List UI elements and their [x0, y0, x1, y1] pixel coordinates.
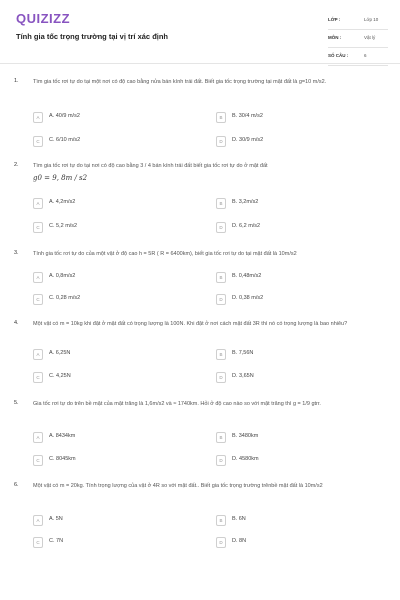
- option-letter: A: [33, 198, 43, 209]
- option-letter: B: [216, 432, 226, 443]
- option-letter: B: [216, 198, 226, 209]
- meta-value: Vật lý: [364, 35, 376, 40]
- option-text: B. 3480km: [232, 433, 259, 439]
- option-text: A. 40/9 m/s2: [49, 113, 80, 119]
- option-letter: A: [33, 515, 43, 526]
- option-text: C. 8045km: [49, 456, 76, 462]
- question-number: 5.: [14, 400, 19, 406]
- option-text: C. 5,2 m/s2: [49, 223, 78, 229]
- question-number: 4.: [14, 320, 19, 326]
- meta-label: MÔN :: [328, 35, 342, 40]
- option-letter: A: [33, 112, 43, 123]
- option-letter: B: [216, 272, 226, 283]
- question-text: Tìm gia tốc rơi tự do tại nơi có độ cao bằng 3 / 4 bán kính trái đất biết gia tốc rơi tự do ở mặt đất: [33, 163, 268, 169]
- option-letter: C: [33, 222, 43, 233]
- option-letter: B: [216, 515, 226, 526]
- question-number: 1.: [14, 78, 19, 84]
- option-letter: C: [33, 455, 43, 466]
- meta-value: Lớp 10: [364, 17, 379, 22]
- option-text: B. 6N: [232, 516, 246, 522]
- option-letter: B: [216, 349, 226, 360]
- header-divider: [0, 63, 400, 64]
- quizizz-logo: QUIZIZZ: [16, 11, 71, 26]
- meta-label: SỐ CÂU :: [328, 53, 349, 58]
- option-text: D. 30/9 m/s2: [232, 137, 264, 143]
- option-letter: D: [216, 455, 226, 466]
- option-text: D. 0,38 m/s2: [232, 295, 264, 301]
- option-letter: C: [33, 136, 43, 147]
- worksheet-title: Tính gia tốc trọng trường tại vị trí xác định: [16, 32, 169, 41]
- option-letter: A: [33, 272, 43, 283]
- worksheet-header: [0, 0, 400, 62]
- question-text: Gia tốc rơi tự do trên bề mặt của mặt trăng là 1,6m/s2 và ≈ 1740km. Hỏi ở độ cao nào so với mặt trăng thì g = 1/9 gtrr.: [33, 401, 321, 407]
- option-text: A. 4,2m/s2: [49, 199, 76, 205]
- option-text: A. 5N: [49, 516, 63, 522]
- option-text: A. 0,8m/s2: [49, 273, 76, 279]
- option-letter: C: [33, 372, 43, 383]
- option-letter: A: [33, 432, 43, 443]
- question-number: 6.: [14, 482, 19, 488]
- option-text: C. 6/10 m/s2: [49, 137, 81, 143]
- option-text: D. 4580km: [232, 456, 259, 462]
- meta-row-grade: [328, 14, 388, 30]
- option-letter: A: [33, 349, 43, 360]
- option-letter: C: [33, 537, 43, 548]
- question-text: Tính gia tốc rơi tự do của một vật ở độ cao h = 5R ( R = 6400km), biết gia tốc rơi tự do tại mặt đất là 10m/s2: [33, 251, 297, 257]
- meta-label: LỚP :: [328, 17, 341, 22]
- option-letter: D: [216, 294, 226, 305]
- option-text: C. 7N: [49, 538, 64, 544]
- option-text: D. 8N: [232, 538, 247, 544]
- option-letter: D: [216, 222, 226, 233]
- option-text: C. 4,25N: [49, 373, 71, 379]
- question-text: Một vật có m = 20kg. Tính trọng lượng của vật ở 4R so với mặt đất.. Biết gia tốc trọng trường trênbề mặt đất là 10m/s2: [33, 483, 323, 489]
- option-text: C. 0,28 m/s2: [49, 295, 81, 301]
- question-text: Tìm gia tốc rơi tự do tại một nơi có độ cao bằng nửa bán kính trái đất. Biết gia tốc trọng trường tại mặt đất là g=10 m/s2.: [33, 79, 327, 85]
- option-text: A. 6,25N: [49, 350, 71, 356]
- question-number: 2.: [14, 162, 19, 168]
- option-text: B. 3,2m/s2: [232, 199, 259, 205]
- option-text: B. 0,48m/s2: [232, 273, 262, 279]
- option-letter: C: [33, 294, 43, 305]
- option-letter: D: [216, 136, 226, 147]
- worksheet-meta: [328, 14, 388, 68]
- option-letter: D: [216, 372, 226, 383]
- option-text: B. 30/4 m/s2: [232, 113, 263, 119]
- option-text: A. 8434km: [49, 433, 76, 439]
- gravity-formula: g0 = 9, 8m / s2: [33, 174, 88, 182]
- option-text: D. 3,65N: [232, 373, 254, 379]
- option-text: B. 7,56N: [232, 350, 254, 356]
- option-letter: D: [216, 537, 226, 548]
- question-text: Một vật có m = 10kg khi đặt ở mặt đất có trọng lượng là 100N. Khi đặt ở nơi cách mặt đất 3R thì nó có trọng lượng là bao nhiêu?: [33, 321, 348, 327]
- option-letter: B: [216, 112, 226, 123]
- question-number: 3.: [14, 250, 19, 256]
- meta-row-subject: [328, 32, 388, 48]
- meta-value: 6: [364, 53, 367, 58]
- option-text: D. 6,2 m/s2: [232, 223, 261, 229]
